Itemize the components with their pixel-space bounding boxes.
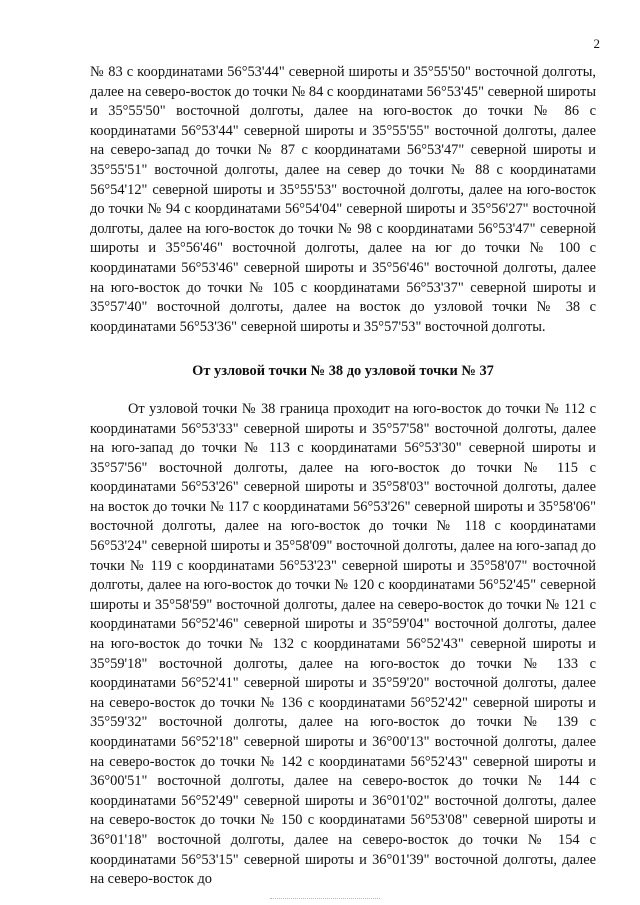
section-heading: От узловой точки № 38 до узловой точки № 37 [192,363,494,380]
paragraph-continuation: № 83 с координатами 56°53'44" северной широты и 35°55'50" восточной долготы, далее на северо-восток до точки № 84 с координатами 56°53'45" северной широты и 35°55'50" восточной долготы, далее на юго-восток до точки № 86 с координатами 56°53'44" северной широты и 35°55'55" восточной долготы, далее на северо-запад до точки № 87 с координатами 56°53'47" северной широты и 35°55'51" восточной долготы, далее на север до точки № 88 с координатами 56°54'12" северной широты и 35°55'53" восточной долготы, далее на юго-восток до точки № 94 с координатами 56°54'04" северной широты и 35°56'27" восточной долготы, далее на юго-восток до точки № 98 с координатами 56°53'47" северной широты и 35°56'46" восточной долготы, далее на юг до точки № 100 с координатами 56°53'46" северной широты и 35°56'46" восточной долготы, далее на юго-восток до точки № 105 с координатами 56°53'37" северной широты и 35°57'40" восточной долготы, далее на восток до узловой точки № 38 с координатами 56°53'36" северной широты и 35°57'53" восточной долготы. [90,64,596,335]
paragraph-boundary-description: От узловой точки № 38 граница проходит на юго-восток до точки № 112 с координатами 56°53'33" северной широты и 35°57'58" восточной долготы, далее на юго-запад до точки № 113 с координатами 56°53'30" северной широты и 35°57'56" восточной долготы, далее на юго-восток до точки № 115 с координатами 56°53'26" северной широты и 35°58'03" восточной долготы, далее на восток до точки № 117 с координатами 56°53'26" северной широты и 35°58'06" восточной долготы, далее на юго-восток до точки № 118 с координатами 56°53'24" северной широты и 35°58'09" восточной долготы, далее на юго-запад до точки № 119 с координатами 56°53'23" северной широты и 35°58'07" восточной долготы, далее на юго-восток до точки № 120 с координатами 56°52'45" северной широты и 35°58'59" восточной долготы, далее на северо-восток до точки № 121 с координатами 56°52'46" северной широты и 35°59'04" восточной долготы, далее на юго-восток до точки № 132 с координатами 56°52'43" северной широты и 35°59'18" восточной долготы, далее на юго-восток до точки № 133 с координатами 56°52'41" северной широты и 35°59'20" восточной долготы, далее на северо-восток до точки № 136 с координатами 56°52'42" северной широты и 35°59'32" восточной долготы, далее на юго-восток до точки № 139 с координатами 56°52'18" северной широты и 36°00'13" восточной долготы, далее на северо-восток до точки № 142 с координатами 56°52'43" северной широты и 36°00'51" восточной долготы, далее на северо-восток до точки № 144 с координатами 56°52'49" северной широты и 36°01'02" восточной долготы, далее на северо-восток до точки № 150 с координатами 56°53'08" северной широты и 36°01'18" восточной долготы, далее на северо-восток до точки № 154 с координатами 56°53'15" северной широты и 36°01'39" восточной долготы, далее на северо-восток до [90,400,596,888]
page-number: 2 [593,36,600,51]
scan-artifact-line [270,898,380,899]
document-body [90,63,596,890]
